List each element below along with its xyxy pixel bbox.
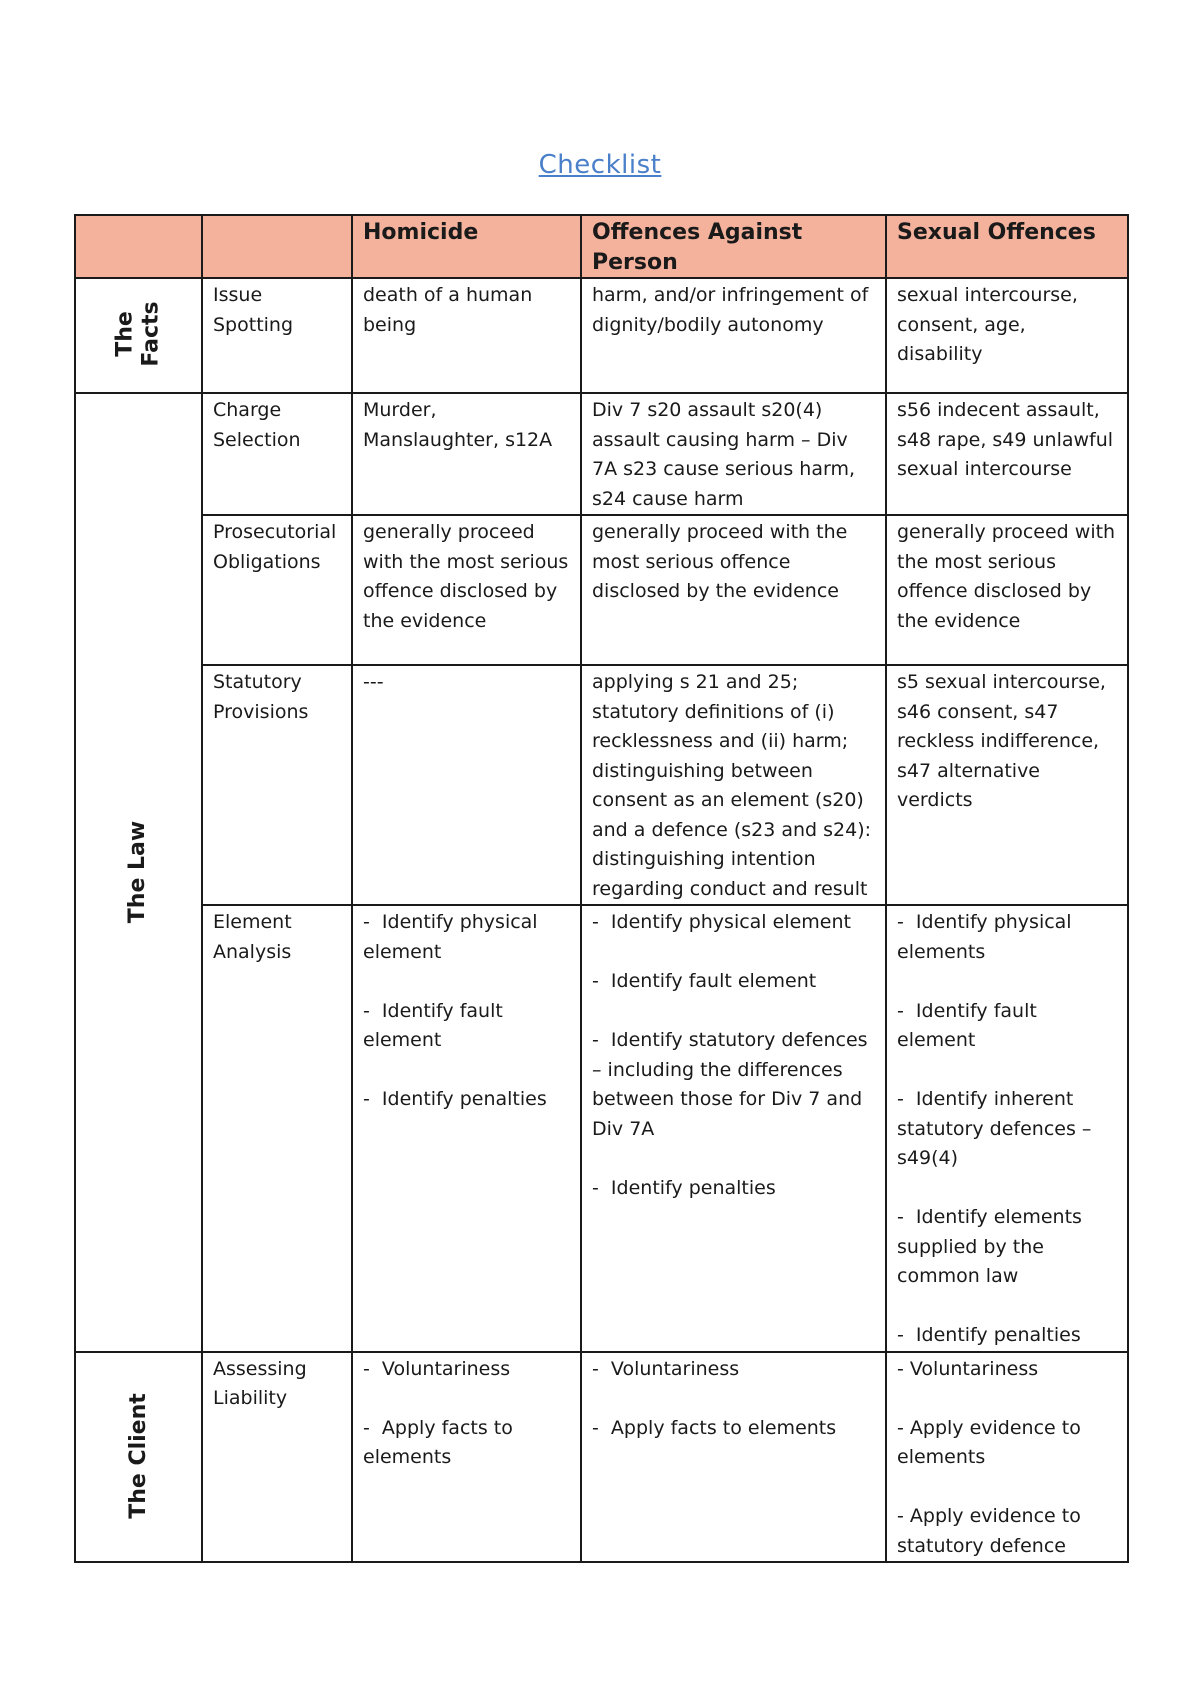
- cell-oap: [581, 393, 886, 515]
- section-label-cell: [75, 1352, 202, 1563]
- row-label: Statutory Provisions: [202, 665, 352, 905]
- cell-sexual: [886, 1352, 1128, 1563]
- cell-text: Murder, Manslaughter, s12A: [363, 399, 553, 451]
- line-gap: [897, 1292, 1117, 1322]
- cell-oap: [581, 278, 886, 393]
- cell-text: ---: [363, 671, 384, 693]
- cell-text: - Identify fault element: [592, 970, 817, 992]
- cell-text: - Identify penalties: [363, 1088, 547, 1110]
- cell-oap: [581, 905, 886, 1352]
- cell-text: applying s 21 and 25; statutory definitions of (i) recklessness and (ii) harm; distinguishing between consent as an element (s20) and a defence (s23 and s24): distinguishing intention regarding conduct and result: [592, 671, 878, 900]
- cell-oap: [581, 1352, 886, 1563]
- table-row: [75, 393, 1128, 515]
- cell-text: - Identify elements supplied by the common law: [897, 1206, 1088, 1287]
- cell-homicide: [352, 905, 581, 1352]
- cell-homicide: [352, 665, 581, 905]
- cell-sexual: [886, 515, 1128, 665]
- line-gap: [897, 1473, 1117, 1503]
- table-row: [75, 515, 1128, 665]
- cell-text: - Apply evidence to statutory defence: [897, 1505, 1087, 1557]
- line-gap: [897, 1056, 1117, 1086]
- cell-text: generally proceed with the most serious offence disclosed by the evidence: [592, 521, 854, 602]
- cell-homicide: [352, 1352, 581, 1563]
- cell-text: - Identify physical element: [363, 911, 544, 963]
- cell-text: Div 7 s20 assault s20(4) assault causing harm – Div 7A s23 cause serious harm, s24 cause harm: [592, 399, 862, 510]
- cell-sexual: [886, 278, 1128, 393]
- cell-text: - Identify physical element: [592, 911, 851, 933]
- cell-sexual: [886, 905, 1128, 1352]
- line-gap: [592, 997, 875, 1027]
- section-label: [126, 820, 152, 922]
- cell-text: generally proceed with the most serious offence disclosed by the evidence: [897, 521, 1122, 632]
- line-gap: [897, 1174, 1117, 1204]
- row-label: Element Analysis: [202, 905, 352, 1352]
- section-label-line: The Law: [125, 820, 151, 923]
- section-label-line: Facts: [138, 301, 164, 367]
- cell-text: death of a human being: [363, 284, 539, 336]
- cell-text: - Voluntariness: [897, 1357, 1039, 1380]
- cell-text: - Voluntariness: [363, 1357, 511, 1380]
- header-offences-against-person: Offences Against Person: [581, 215, 886, 278]
- row-label: Assessing Liability: [202, 1352, 352, 1563]
- cell-text: s5 sexual intercourse, s46 consent, s47 reckless indifference, s47 alternative verdicts: [897, 671, 1112, 811]
- section-label-cell: [75, 278, 202, 393]
- line-gap: [363, 967, 570, 997]
- line-gap: [897, 967, 1117, 997]
- section-label-line: The: [112, 311, 138, 358]
- line-gap: [363, 1056, 570, 1086]
- cell-homicide: [352, 515, 581, 665]
- header-sexual-offences: Sexual Offences: [886, 215, 1128, 278]
- cell-text: - Apply evidence to elements: [897, 1416, 1087, 1468]
- cell-text: generally proceed with the most serious offence disclosed by the evidence: [363, 521, 575, 632]
- section-label-cell: [75, 393, 202, 1352]
- line-gap: [897, 1384, 1117, 1414]
- header-row: [75, 215, 1128, 278]
- row-label: Issue Spotting: [202, 278, 352, 393]
- header-blank-2: [202, 215, 352, 278]
- cell-homicide: [352, 393, 581, 515]
- cell-text: - Identify penalties: [592, 1176, 776, 1199]
- cell-oap: [581, 665, 886, 905]
- cell-text: - Identify physical elements: [897, 911, 1078, 963]
- table-row: [75, 278, 1128, 393]
- header-homicide: Homicide: [352, 215, 581, 278]
- section-label: [126, 1393, 152, 1519]
- cell-sexual: [886, 393, 1128, 515]
- cell-homicide: [352, 278, 581, 393]
- line-gap: [592, 1144, 875, 1174]
- cell-text: sexual intercourse, consent, age, disability: [897, 284, 1084, 365]
- cell-text: - Apply facts to elements: [363, 1416, 519, 1468]
- checklist-table: [74, 214, 1129, 1563]
- line-gap: [592, 1384, 875, 1414]
- section-label: [113, 302, 165, 367]
- cell-text: s56 indecent assault, s48 rape, s49 unlawful sexual intercourse: [897, 399, 1120, 480]
- cell-text: - Identify fault element: [363, 999, 509, 1051]
- section-label-line: The Client: [125, 1393, 151, 1519]
- cell-text: - Apply facts to elements: [592, 1416, 837, 1439]
- row-label: Charge Selection: [202, 393, 352, 515]
- cell-text: - Identify inherent statutory defences – s49(4): [897, 1088, 1098, 1169]
- cell-text: - Voluntariness: [592, 1357, 740, 1380]
- line-gap: [592, 938, 875, 968]
- cell-text: - Identify penalties: [897, 1324, 1081, 1346]
- row-label: Prosecutorial Obligations: [202, 515, 352, 665]
- line-gap: [363, 1384, 570, 1414]
- cell-oap: [581, 515, 886, 665]
- table-body: [75, 278, 1128, 1562]
- table-row: [75, 1352, 1128, 1563]
- cell-text: - Identify fault element: [897, 999, 1043, 1051]
- cell-text: harm, and/or infringement of dignity/bodily autonomy: [592, 284, 875, 336]
- page-title: Checklist: [538, 150, 662, 180]
- cell-text: - Identify statutory defences – including the differences between those for Div 7 and Div 7A: [592, 1029, 874, 1140]
- header-blank-1: [75, 215, 202, 278]
- cell-sexual: [886, 665, 1128, 905]
- table-row: [75, 665, 1128, 905]
- table-row: [75, 905, 1128, 1352]
